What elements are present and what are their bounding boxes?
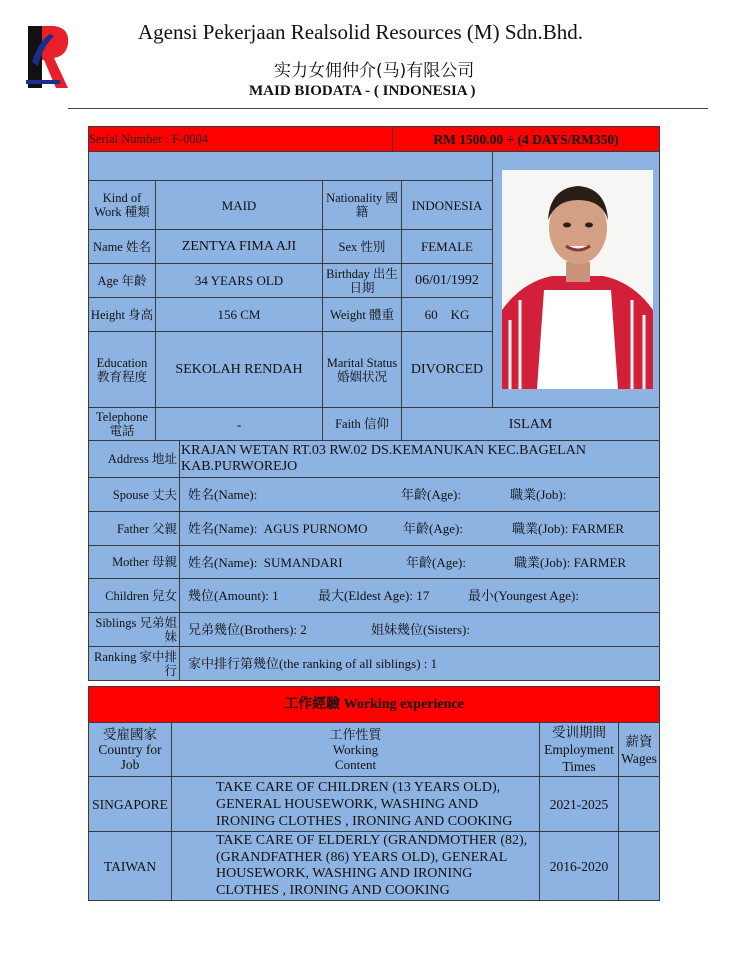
kind-label: Kind of Work 種類: [88, 180, 156, 230]
kind-value: MAID: [155, 180, 323, 230]
children-label: Children 兒女: [88, 578, 180, 613]
marital-value: DIVORCED: [401, 331, 493, 408]
exp-row-2-content: TAKE CARE OF ELDERLY (GRANDMOTHER (82), (GRANDFATHER (86) YEARS OLD), GENERAL HOUSEWORK, WASHING AND IRONING CLOTHES , IRONING AND COOKING: [171, 831, 540, 901]
father-row: [179, 511, 660, 546]
col-wages-header: 薪資 Wages: [618, 722, 660, 777]
siblings-row: [179, 612, 660, 647]
age-value: 34 YEARS OLD: [155, 263, 323, 298]
weight-label: Weight 體重: [322, 297, 402, 332]
education-value: SEKOLAH RENDAH: [155, 331, 323, 408]
weight-value: 60 KG: [401, 297, 493, 332]
col-country-header: 受雇國家 Country for Job: [88, 722, 172, 777]
birthday-label: Birthday 出生日期: [322, 263, 402, 298]
company-name-chinese: 实力女佣仲介(马)有限公司: [274, 61, 475, 81]
col-period-header: 受训期間 Employment Times: [539, 722, 619, 777]
spouse-age: 年齡(Age):: [401, 487, 461, 502]
mother-age: 年齡(Age):: [406, 554, 466, 570]
age-label: Age 年齡: [88, 263, 156, 298]
telephone-value: -: [155, 407, 323, 441]
siblings-label: Siblings 兄弟姐妹: [88, 612, 180, 647]
height-label: Height 身高: [88, 297, 156, 332]
name-label: Name 姓名: [88, 229, 156, 264]
nationality-label: Nationality 國籍: [322, 180, 402, 230]
mother-label: Mother 母親: [88, 545, 180, 579]
address-value: KRAJAN WETAN RT.03 RW.02 DS.KEMANUKAN KEC.BAGELAN KAB.PURWOREJO: [179, 440, 660, 478]
mother-job: 職業(Job): FARMER: [514, 554, 627, 570]
children-amount: 幾位(Amount): 1: [188, 588, 279, 603]
header-divider: [68, 108, 708, 109]
mother-name: 姓名(Name): SUMANDARI: [188, 554, 343, 570]
faith-value: ISLAM: [401, 407, 660, 441]
photo-frame: [492, 151, 660, 408]
exp-row-1-content: TAKE CARE OF CHILDREN (13 YEARS OLD), GENERAL HOUSEWORK, WASHING AND IRONING CLOTHES , IRONING AND COOKING: [171, 776, 540, 832]
nationality-value: INDONESIA: [401, 180, 493, 230]
siblings-sisters: 姐妹幾位(Sisters):: [371, 622, 470, 637]
document-title: MAID BIODATA - ( INDONESIA ): [249, 83, 476, 99]
spouse-label: Spouse 丈夫: [88, 477, 180, 512]
telephone-label: Telephone 電話: [88, 407, 156, 441]
exp-row-2-wages: [618, 831, 660, 901]
children-eldest: 最大(Eldest Age): 17: [318, 588, 430, 603]
name-value: ZENTYA FIMA AJI: [155, 229, 323, 264]
exp-row-2-country: TAIWAN: [88, 831, 172, 901]
exp-row-1-period: 2021-2025: [539, 776, 619, 832]
marital-label: Marital Status 婚姻状况: [322, 331, 402, 408]
blank-row: [88, 151, 493, 181]
exp-row-1-wages: [618, 776, 660, 832]
children-row: [179, 578, 660, 613]
sex-label: Sex 性別: [322, 229, 402, 264]
spouse-job: 職業(Job):: [510, 487, 567, 502]
height-value: 156 CM: [155, 297, 323, 332]
faith-label: Faith 信仰: [322, 407, 402, 441]
company-logo: [20, 22, 72, 92]
ranking-row: [179, 646, 660, 681]
father-age: 年齡(Age):: [403, 521, 463, 536]
father-name: 姓名(Name): AGUS PURNOMO: [188, 521, 368, 536]
exp-row-2-period: 2016-2020: [539, 831, 619, 901]
birthday-value: 06/01/1992: [401, 263, 493, 298]
address-label: Address 地址: [88, 440, 180, 478]
company-name: Agensi Pekerjaan Realsolid Resources (M) Sdn.Bhd.: [138, 20, 584, 44]
education-label: Education 教育程度: [88, 331, 156, 408]
spouse-name: 姓名(Name):: [188, 487, 258, 502]
sex-value: FEMALE: [401, 229, 493, 264]
maid-photo: [502, 170, 653, 389]
serial-number: Serial Number : F-0004: [88, 126, 393, 152]
father-label: Father 父親: [88, 511, 180, 546]
col-content-header: 工作性質 Working Content: [171, 722, 540, 777]
ranking-label: Ranking 家中排行: [88, 646, 180, 681]
father-job: 職業(Job): FARMER: [512, 521, 625, 536]
price: RM 1500.00 + (4 DAYS/RM350): [392, 126, 660, 152]
children-youngest: 最小(Youngest Age):: [468, 588, 579, 603]
ranking-value: 家中排行第幾位(the ranking of all siblings) : 1: [188, 656, 438, 671]
siblings-brothers: 兄弟幾位(Brothers): 2: [188, 622, 307, 637]
exp-row-1-country: SINGAPORE: [88, 776, 172, 832]
experience-title: 工作經驗 Working experience: [88, 686, 660, 723]
mother-row: [179, 545, 660, 579]
spouse-row: [179, 477, 660, 512]
